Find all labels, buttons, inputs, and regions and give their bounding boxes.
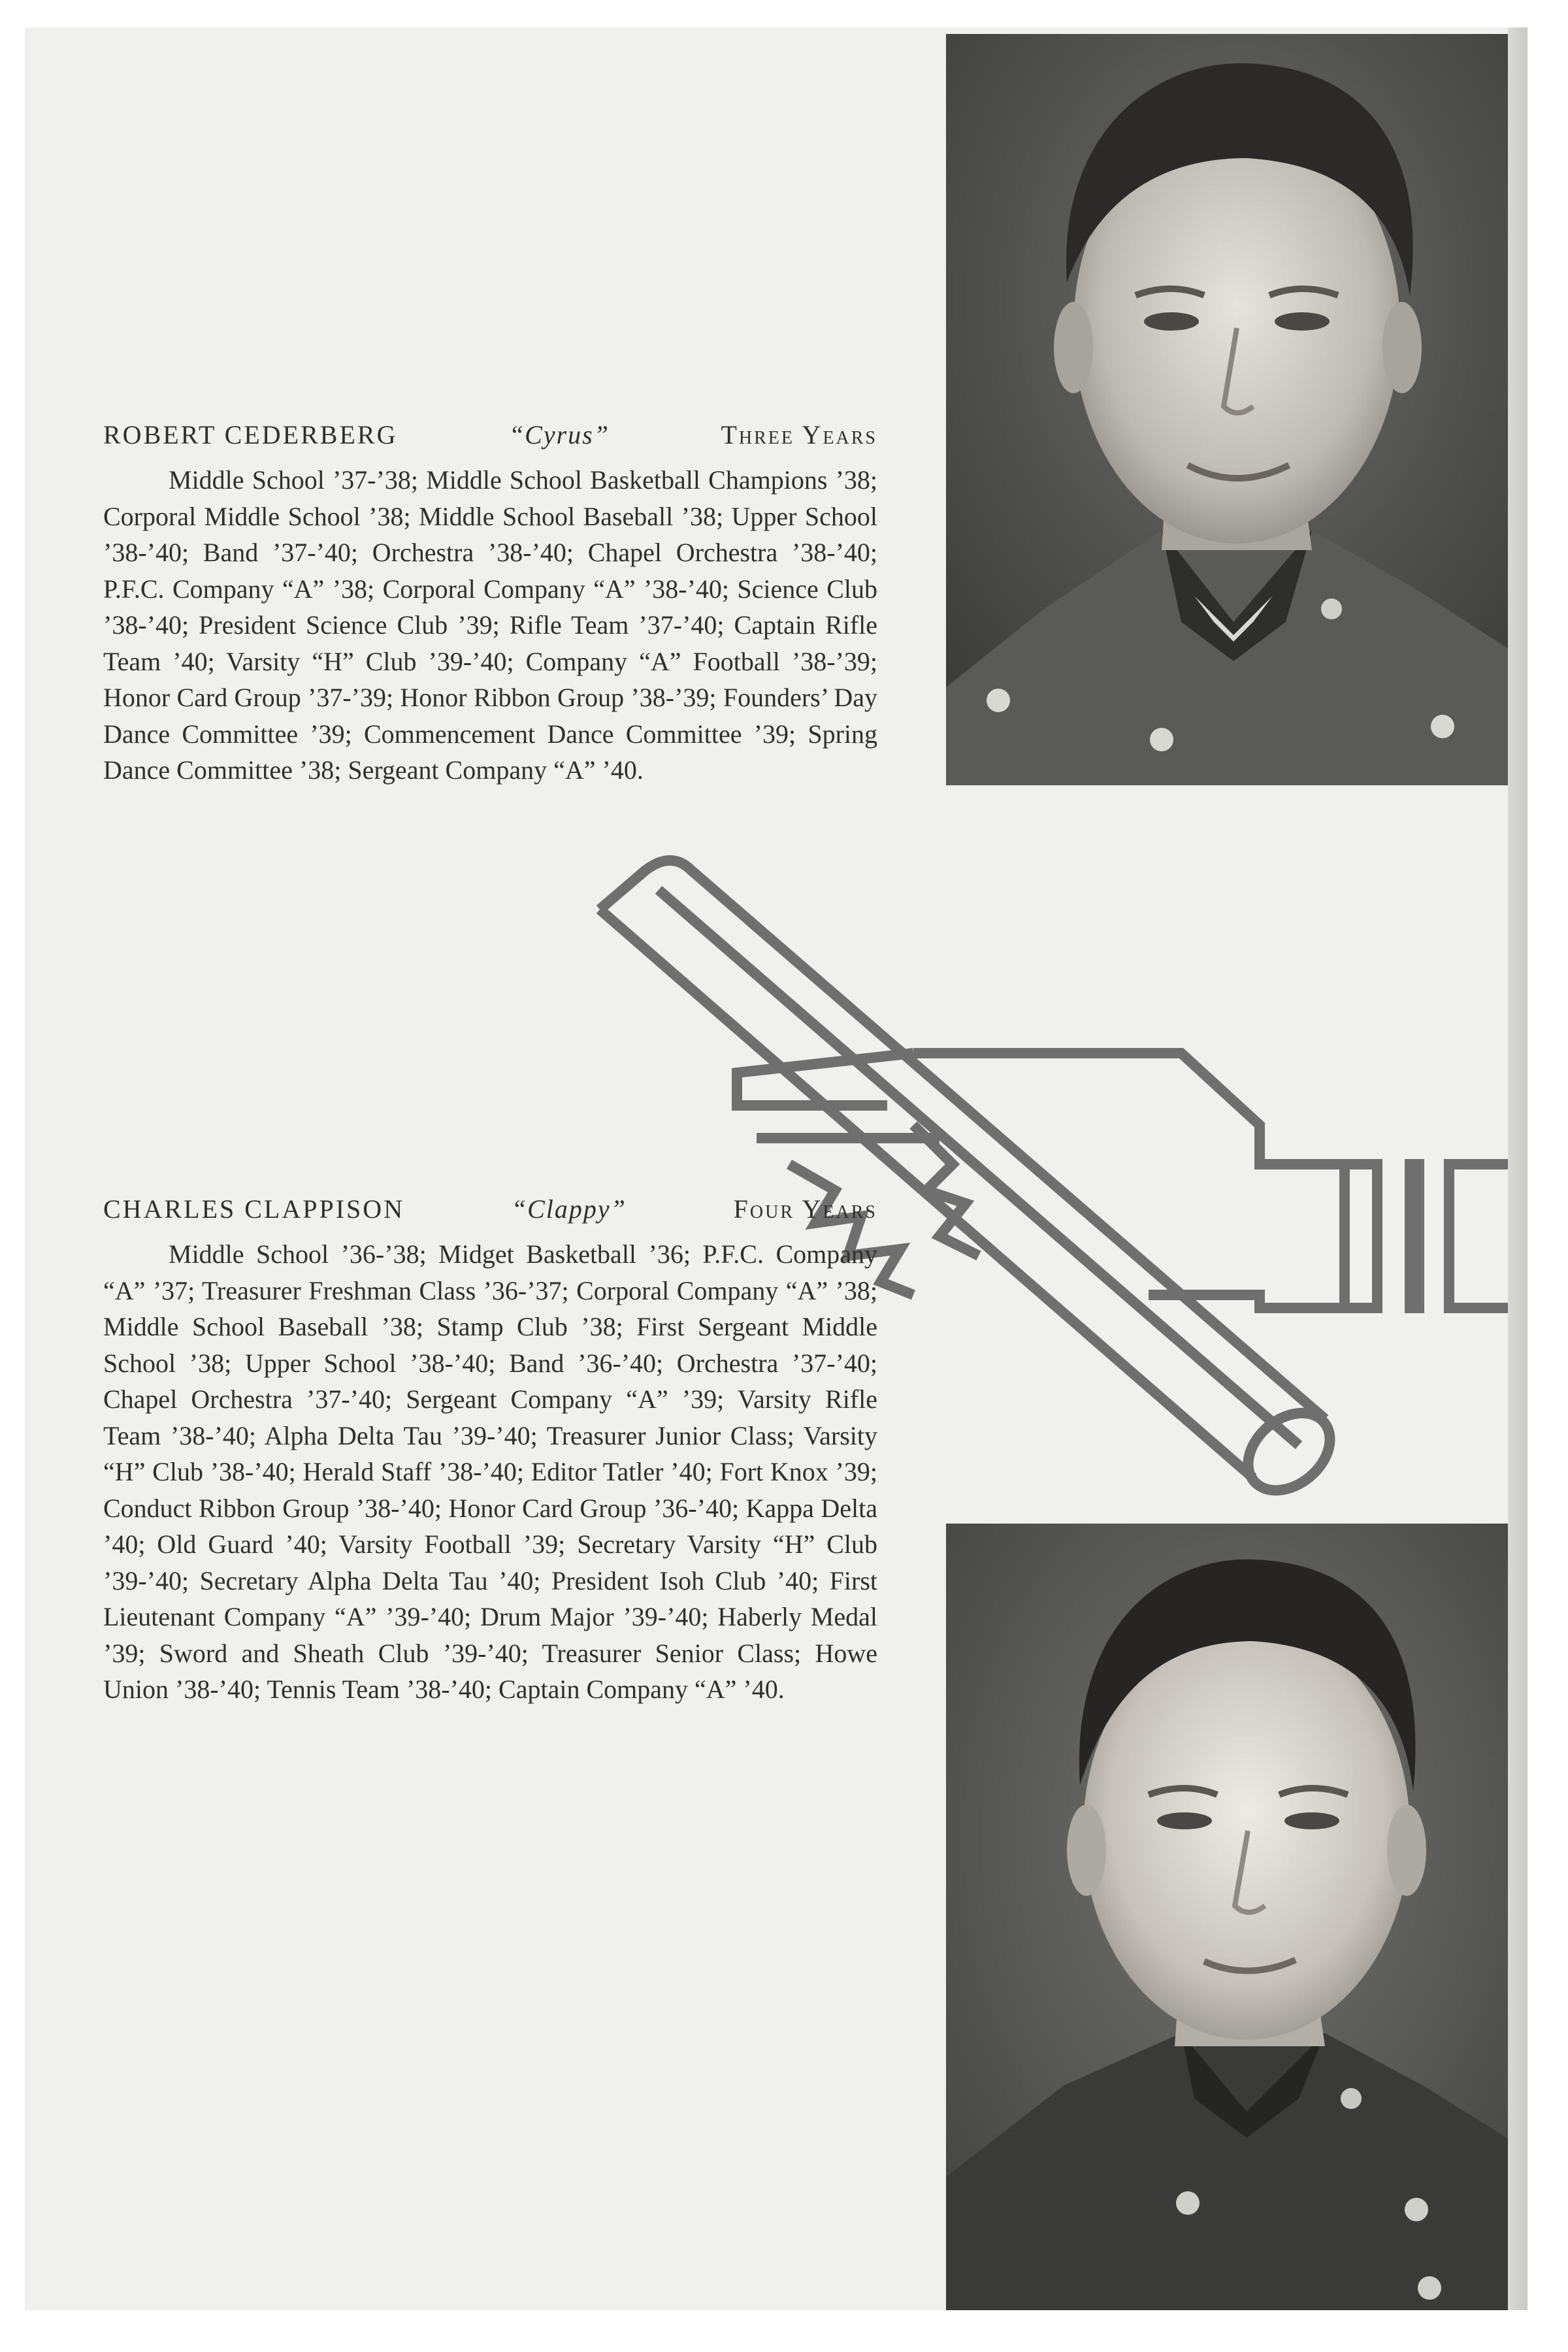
page-gutter: [1508, 27, 1527, 2310]
student-name: ROBERT CEDERBERG: [103, 420, 398, 449]
activities-paragraph: Middle School ’36-’38; Midget Basketball ’36; P.F.C. Company “A” ’37; Treasurer Freshman Class ’36-’37; Corporal Company “A” ’38; Middle School Baseball ’38; Stamp Club ’38; First Sergeant Middle School ’38; Upper School ’38-’40; Band ’36-’40; Orchestra ’37-’40; Chapel Orchestra ’37-’40; Sergeant Company “A” ’39; Varsity Rifle Team ’38-’40; Alpha Delta Tau ’39-’40; Treasurer Junior Class; Varsity “H” Club ’38-’40; Herald Staff ’38-’40; Editor Tatler ’40; Fort Knox ’39; Conduct Ribbon Group ’38-’40; Honor Card Group ’36-’40; Kappa Delta ’40; Old Guard ’40; Varsity Football ’39; Secretary Varsity “H” Club ’39-’40; Secretary Alpha Delta Tau ’40; President Isoh Club ’40; First Lieutenant Company “A” ’39-’40; Drum Major ’39-’40; Haberly Medal ’39; Sword and Sheath Club ’39-’40; Treasurer Senior Class; Howe Union ’38-’40; Tennis Team ’38-’40; Captain Company “A” ’40.: [103, 1239, 877, 1704]
years-attended: Three Years: [721, 420, 877, 449]
entry-heading: [103, 1194, 877, 1224]
student-nickname: “Cyrus”: [508, 420, 610, 449]
activities-paragraph: Middle School ’37-’38; Middle School Basketball Champions ’38; Corporal Middle School ’38; Middle School Baseball ’38; Upper School ’38-’40; Band ’37-’40; Orchestra ’38-’40; Chapel Orchestra ’38-’40; P.F.C. Company “A” ’38; Corporal Company “A” ’38-’40; Science Club ’38-’40; President Science Club ’39; Rifle Team ’37-’40; Captain Rifle Team ’40; Varsity “H” Club ’39-’40; Company “A” Football ’38-’39; Honor Card Group ’37-’39; Honor Ribbon Group ’38-’39; Founders’ Day Dance Committee ’39; Commencement Dance Committee ’39; Spring Dance Committee ’38; Sergeant Company “A” ’40.: [103, 465, 877, 785]
yearbook-page: [25, 27, 1527, 2310]
portrait-photo-charles-clappison: [946, 1524, 1527, 2310]
years-attended: Four Years: [733, 1194, 877, 1224]
biography-entry-charles-clappison: [103, 1194, 877, 1708]
student-nickname: “Clappy”: [511, 1194, 627, 1224]
biography-entry-robert-cederberg: [103, 419, 877, 789]
portrait-photo-robert-cederberg: [946, 34, 1527, 785]
entry-heading: [103, 419, 877, 450]
student-name: CHARLES CLAPPISON: [103, 1194, 405, 1224]
